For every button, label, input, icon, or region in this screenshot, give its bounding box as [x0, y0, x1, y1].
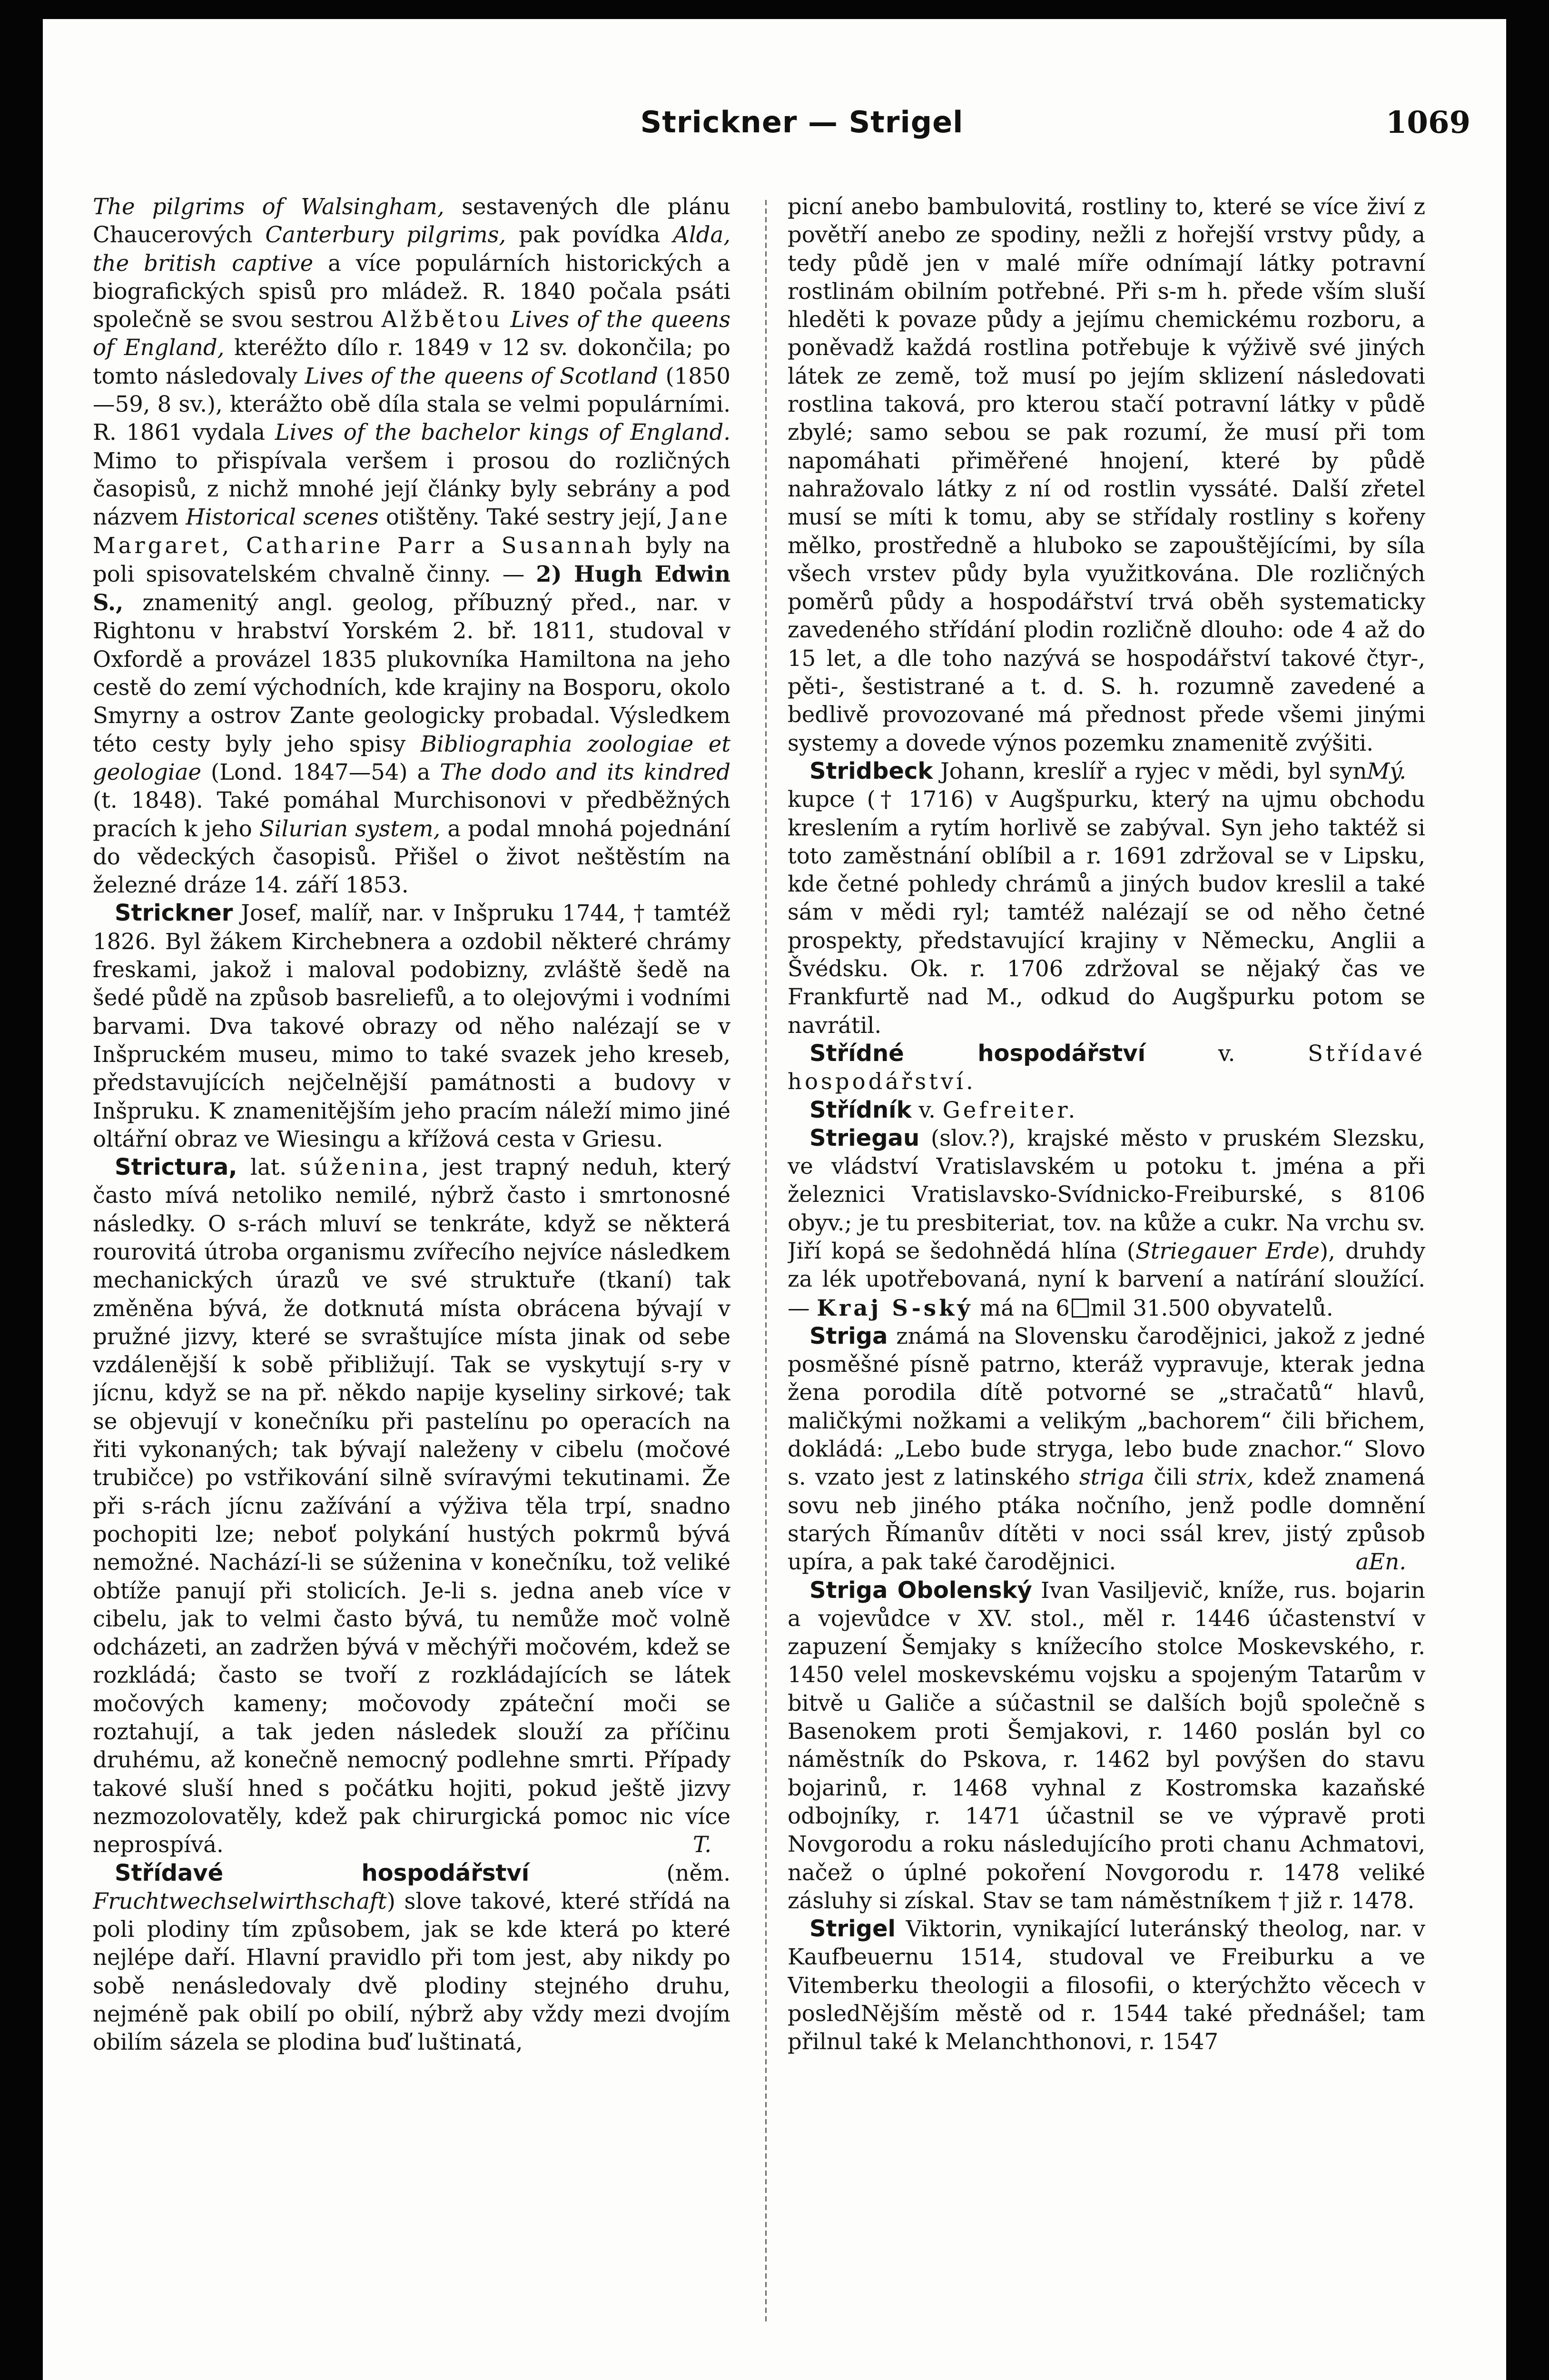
page-header [133, 105, 1470, 162]
headword: Střídník [809, 1096, 912, 1123]
square-symbol [1072, 1299, 1089, 1318]
entry-strickland-continued: The pilgrims of Walsingham, sestavených dle plánu Chaucerových Canterbury pilgrims, pak povídka Alda, the british captive a více populárních historických a biografických spisů pro mládež. R. 1840 počala psáti společně se svou sestrou Alžbětou Lives of the queens of England, kteréžto dílo r. 1849 v 12 sv. dokončila; po tomto následovaly Lives of the queens of Scotland (1850—59, 8 sv.), kterážto obě díla stala se velmi populárními. R. 1861 vydala Lives of the bachelor kings of England. Mimo to přispívala veršem i prosou do rozličných časopisů, z nichž mnohé její články byly sebrány a pod názvem Historical scenes otištěny. Také sestry její, Jane Margaret, Catharine Parr a Susannah byly na poli spisovatelském chvalně činny. — 2) Hugh Edwin S., znamenitý angl. geolog, příbuzný před., nar. v Rightonu v hrabství Yorském 2. bř. 1811, studoval v Oxfordě a provázel 1835 plukovníka Hamiltona na jeho cestě do zemí východních, kde krajiny na Bosporu, okolo Smyrny a ostrov Zante geologicky probadal. Výsledkem této cesty byly jeho spisy Bibliographia zoologiae et geologiae (Lond. 1847—54) a The dodo and its kindred (t. 1848). Také pomáhal Murchisonovi v předběžných pracích k jeho Silurian system, a podal mnohá pojednání do vědeckých časopisů. Přišel o život neštěstím na železné dráze 14. září 1853. [93, 194, 730, 898]
entry-stridbeck: Stridbeck Johann, kreslíř a ryjec v mědi, byl syn kupce († 1716) v Augšpurku, který na ujmu obchodu kreslením a rytím horlivě se zabýval. Syn jeho taktéž si toto zaměstnání oblíbil a r. 1691 zdržoval se v Lipsku, kde četné pohledy chrámů a jiných budov kreslil a také sám v mědi ryl; tamtéž nalézají se od něho četné prospekty, představující krajiny v Německu, Anglii a Švédsku. Ok. r. 1706 zdržoval se nějaký čas ve Frankfurtě nad M., odkud do Augšpurku potom se navrátil. [788, 757, 1425, 1038]
author-signature: Mý. [1367, 758, 1406, 784]
entry-striga: Striga známá na Slovensku čarodějnici, jakož z jedné posměšné písně patrno, kteráž vypravuje, kterak jedna žena porodila dítě potvorné se „stračatů“ hlavů, maličkými nožkami a velikým „bachorem“ čili břichem, dokládá: „Lebo bude stryga, lebo bude znachor.“ Slovo s. vzato jest z latinského striga čili strix, kdež znamená sovu neb jiného ptáka nočního, jenž podle domnění starých Římanův dítěti v noci ssál krev, jistý způsob upíra, a pak také čarodějnici. aEn. [788, 1322, 1425, 1577]
headword: Striga Obolenský [809, 1577, 1032, 1604]
entry-striegau: Striegau (slov.?), krajské město v pruském Slezsku, ve vládství Vratislavském u potoku t. jména a při železnici Vratislavsko-Svídnicko-Freiburské, s 8106 obyv.; je tu presbiteriat, tov. na kůže a cukr. Na vrchu sv. Jiří kopá se šedohnědá hlína (Striegauer Erde), druhdy za lék upotřebovaná, nyní k barvení a natírání sloužící. — Kraj S-ský má na 6 mil 31.500 obyvatelů. [788, 1124, 1425, 1321]
right-column [788, 193, 1425, 2335]
headword: Střídavé hospodářství [115, 1859, 530, 1886]
entry-strigel: Strigel Viktorin, vynikající luteránský theolog, nar. v Kaufbeuernu 1514, studoval ve Freiburku a ve Vitemberku theologii a filosofii, o kterýchžto věcech v posledNějším městě od r. 1544 také přednášel; tam přilnul také k Melanchthonovi, r. 1547 [788, 1915, 1425, 2055]
author-signature: aEn. [1355, 1549, 1406, 1575]
entry-stridne-hospodarstvi: Střídné hospodářství v. Střídavé hospodářství. [788, 1040, 1425, 1095]
running-title: Strickner — Strigel [640, 105, 964, 139]
page-number: 1069 [1385, 105, 1470, 140]
headword: Strickner [115, 900, 233, 927]
left-column [93, 193, 730, 2335]
entry-stridave-hospodarstvi-continued: picní anebo bambulovitá, rostliny to, které se více živí z povětří anebo ze spodiny, nežli z hořejší vrstvy půdy, a tedy půdě jen v malé míře odnímají látky potravní rostlinám obilním potřebné. Při s-m h. přede vším sluší hleděti k povaze půdy a jejímu chemickému rozboru, a poněvadž každá rostlina potřebuje k výživě své jiných látek ze země, tož musí po jejím sklizení následovati rostlina taková, pro kterou stačí potravní látky v půdě zbylé; samo sebou se pak rozumí, že musí při tom napomáhati přiměřené hnojení, které by půdě nahražovalo látky z ní od rostlin vyssáté. Další zřetel musí se míti k tomu, aby se střídaly rostliny s kořeny mělko, prostředně a hluboko se zapouštějícími, by síla všech vrstev půdy byla využitkována. Dle rozličných poměrů půdy a hospodářství trvá oběh systematicky zavedeného střídání plodin rozličně dlouho: ode 4 až do 15 let, a dle toho nazývá se hospodářství takové čtyr-, pěti-, šestistrané a t. d. S. h. rozumně zavedené a bedlivě provozované má přednost přede všemi jinými systemy a dovede výnos pozemku znamenitě zvýšiti. Mý. [788, 193, 1425, 757]
entry-strictura: Strictura, lat. súženina, jest trapný neduh, který často mívá netoliko nemilé, nýbrž často i smrtonosné následky. O s-rách mluví se tenkráte, když se některá rourovitá útroba organismu zvířecího nejvíce následkem mechanických úrazů ve své struktuře (tkaní) tak změněna bývá, že dotknutá místa obrácena bývají v pružné jizvy, které se svraštujíce místa jinak od sebe vzdálenější k sobě přibližují. Tak se vyskytují s-ry v jícnu, když se na př. někdo napije kyseliny sirkové; tak se objevují v konečníku při pastelínu po operacích na řiti vykonaných; tak bývají naleženy v cibelu (močové trubičce) po vstřikování silně svíravými tekutinami. Že při s-rách jícnu zažívání a výživa těla trpí, snadno pochopiti lze; neboť polykání hustých pokrmů bývá nemožné. Nachází-li se súženina v konečníku, tož veliké obtíže panují při stolicích. Je-li s. jedna aneb více v cibelu, jak to velmi často bývá, tu nemůže moč volně odcházeti, an zadržen bývá v měchýři močovém, kdež se rozkládá; často se tvoří z rozkládajících se látek močových kameny; močovody zpáteční moči se roztahují, a tak jeden následek slouží za příčinu druhému, až konečně nemocný podlehne smrti. Případy takové sluší hned s počátku hojiti, pokud ještě jizvy nezmozolovatěly, kdež pak chirurgická pomoc nic více neprospívá. T. [93, 1153, 730, 1859]
column-divider [765, 200, 767, 2323]
headword: Strigel [809, 1915, 896, 1943]
headword: Strictura, [115, 1154, 237, 1181]
headword: Striga [809, 1322, 888, 1349]
entry-stridave-hospodarstvi: Střídavé hospodářství (něm. Fruchtwechselwirthschaft) slove takové, které střídá na poli plodiny tím způsobem, jak se kde která po které nejlépe daří. Hlavní pravidlo při tom jest, aby nikdy po sobě nenásledovaly dvě plodiny stejného druhu, nejméně pak obilí po obilí, nýbrž aby vždy mezi dvojím obilím sázela se plodina buď luštinatá, [93, 1859, 730, 2055]
headword: Striegau [809, 1124, 920, 1151]
headword: Střídné hospodářství [809, 1040, 1146, 1067]
author-signature: T. [693, 1832, 711, 1858]
entry-strickner: Strickner Josef, malíř, nar. v Inšpruku 1744, † tamtéž 1826. Byl žákem Kirchebnera a ozdobil některé chrámy freskami, jakož i maloval podobizny, zvláště šedě na šedé půdě na způsob basreliefů, a to olejovými i vodními barvami. Dva takové obrazy od něho nalézají se v Inšpruckém museu, mimo to také svazek jeho kreseb, představujících nejčelnější památnosti a budovy v Inšpruku. K znamenitějším jeho pracím náleží mimo jiné oltářní obraz ve Wiesingu a křížová cesta v Griesu. [93, 900, 730, 1152]
headword: Stridbeck [809, 757, 933, 784]
entry-striga-obolensky: Striga Obolenský Ivan Vasiljevič, kníže, rus. bojarin a vojevůdce v XV. stol., měl r. 1446 účastenství v zapuzení Šemjaky s knížecího stolce Moskevského, r. 1450 velel moskevskému vojsku a spojeným Tatarům v bitvě u Galiče a súčastnil se dalších bojů společně s Basenokem proti Šemjakovi, r. 1460 poslán byl co náměstník do Pskova, r. 1462 byl povýšen do stavu bojarinů, r. 1468 vyhnal z Kostromska kazaňské odbojníky, r. 1471 účastnil se ve výpravě proti Novgorodu a roku následujícího proti chanu Achmatovi, načež o úplné pokoření Novgorodu r. 1478 veliké zásluhy si získal. Stav se tam náměstníkem † již r. 1478. [788, 1577, 1425, 1914]
entry-stridnik: Střídník v. Gefreiter. [809, 1096, 1078, 1123]
